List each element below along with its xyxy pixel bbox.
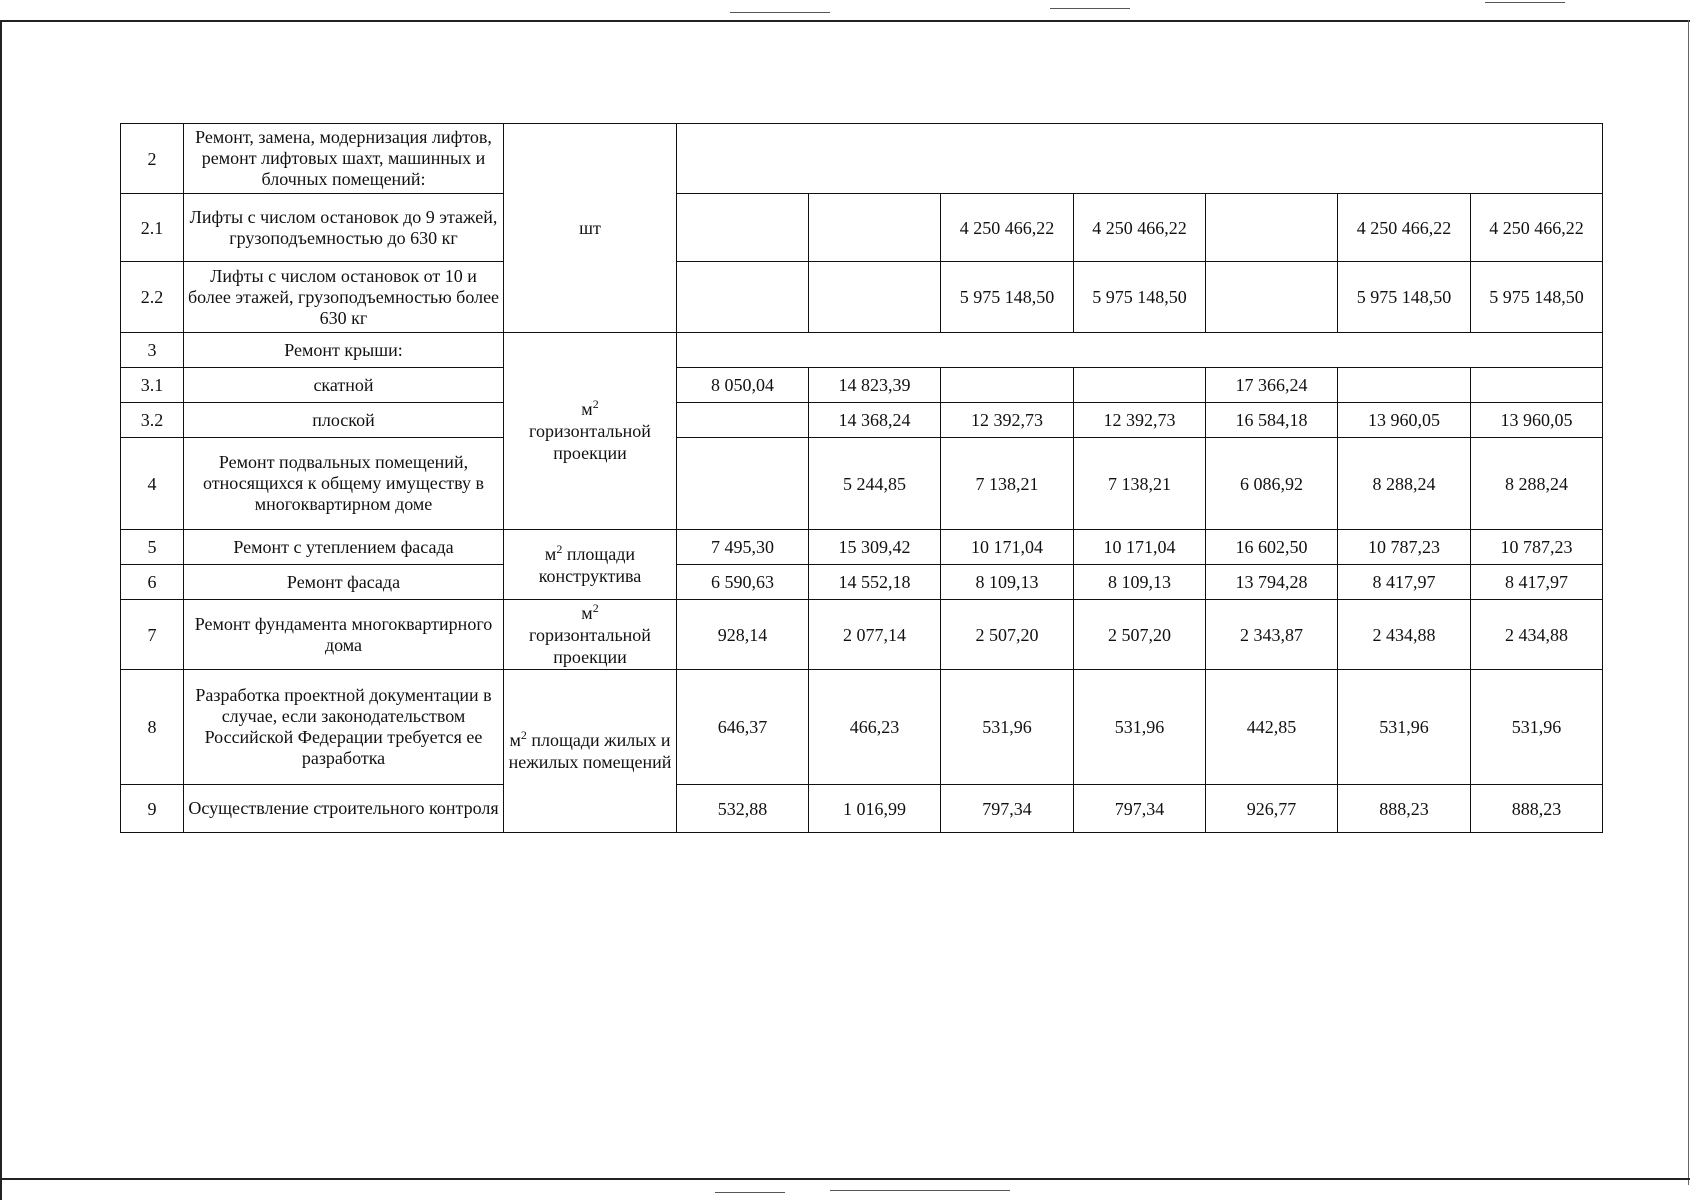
section-blank-cell [677, 124, 1603, 194]
row-number: 7 [121, 600, 184, 670]
scan-mark [715, 1192, 785, 1193]
table-row [121, 333, 1603, 368]
unit-cell [504, 333, 677, 530]
value-cell: 7 495,30 [677, 530, 809, 565]
value-cell: 13 960,05 [1471, 403, 1603, 438]
scan-frame-right [1688, 20, 1689, 1185]
value-cell: 6 590,63 [677, 565, 809, 600]
value-cell: 8 288,24 [1471, 438, 1603, 530]
scan-mark [1050, 8, 1130, 9]
unit-label: площади жилых и нежилых помещений [508, 730, 672, 772]
unit-label: горизонтальной проекции [529, 624, 651, 667]
work-name: Разработка проектной документации в случае, если законодательством Российской Федерации требуется ее разработка [184, 670, 504, 785]
value-cell: 13 960,05 [1338, 403, 1471, 438]
value-cell: 8 109,13 [941, 565, 1074, 600]
value-cell: 888,23 [1338, 785, 1471, 833]
row-number: 6 [121, 565, 184, 600]
value-cell: 10 171,04 [1074, 530, 1206, 565]
value-cell: 8 417,97 [1471, 565, 1603, 600]
value-cell: 1 016,99 [809, 785, 941, 833]
value-cell: 10 787,23 [1338, 530, 1471, 565]
table-row [121, 368, 1603, 403]
value-cell: 4 250 466,22 [941, 194, 1074, 262]
value-cell: 2 507,20 [941, 600, 1074, 670]
work-name: Ремонт, замена, модернизация лифтов, ремонт лифтовых шахт, машинных и блочных помещений: [184, 124, 504, 194]
rates-table [120, 123, 1603, 833]
scan-mark [730, 12, 830, 13]
value-cell: 16 584,18 [1206, 403, 1338, 438]
scan-mark [830, 1190, 1010, 1191]
unit-exponent: 2 [520, 728, 527, 742]
table-row [121, 438, 1603, 530]
value-cell: 5 975 148,50 [1074, 262, 1206, 333]
value-cell [809, 262, 941, 333]
work-name: скатной [184, 368, 504, 403]
value-cell: 12 392,73 [1074, 403, 1206, 438]
row-number: 8 [121, 670, 184, 785]
table-row [121, 670, 1603, 785]
value-cell: 2 343,87 [1206, 600, 1338, 670]
unit-label: площади конструктива [538, 543, 642, 586]
unit-exponent: 2 [592, 600, 599, 615]
unit-cell [504, 124, 677, 333]
value-cell [677, 438, 809, 530]
value-cell: 8 288,24 [1338, 438, 1471, 530]
value-cell [1074, 368, 1206, 403]
value-cell: 8 050,04 [677, 368, 809, 403]
row-number: 3.2 [121, 403, 184, 438]
value-cell [1338, 368, 1471, 403]
scan-frame-left [0, 20, 2, 1200]
value-cell: 888,23 [1471, 785, 1603, 833]
table-row [121, 600, 1603, 670]
work-name: Ремонт фасада [184, 565, 504, 600]
row-number: 2.1 [121, 194, 184, 262]
value-cell: 16 602,50 [1206, 530, 1338, 565]
table-row [121, 262, 1603, 333]
unit-exponent: 2 [592, 397, 599, 411]
value-cell: 4 250 466,22 [1471, 194, 1603, 262]
unit-exponent: 2 [556, 541, 563, 556]
value-cell: 442,85 [1206, 670, 1338, 785]
work-name: Лифты с числом остановок до 9 этажей, грузоподъемностью до 630 кг [184, 194, 504, 262]
unit-label: шт [579, 218, 601, 238]
table-row [121, 124, 1603, 194]
row-number: 4 [121, 438, 184, 530]
row-number: 9 [121, 785, 184, 833]
table-row [121, 530, 1603, 565]
value-cell: 2 077,14 [809, 600, 941, 670]
value-cell: 12 392,73 [941, 403, 1074, 438]
value-cell [1206, 194, 1338, 262]
value-cell: 646,37 [677, 670, 809, 785]
value-cell: 926,77 [1206, 785, 1338, 833]
table-row [121, 403, 1603, 438]
value-cell: 531,96 [1471, 670, 1603, 785]
value-cell: 531,96 [1338, 670, 1471, 785]
unit-label: м [544, 543, 557, 564]
scan-frame-bottom [0, 1178, 1690, 1180]
value-cell [1206, 262, 1338, 333]
table-row [121, 565, 1603, 600]
value-cell [677, 403, 809, 438]
value-cell: 4 250 466,22 [1338, 194, 1471, 262]
work-name: плоской [184, 403, 504, 438]
value-cell: 6 086,92 [1206, 438, 1338, 530]
value-cell: 17 366,24 [1206, 368, 1338, 403]
value-cell [809, 194, 941, 262]
row-number: 3.1 [121, 368, 184, 403]
value-cell: 14 823,39 [809, 368, 941, 403]
row-number: 3 [121, 333, 184, 368]
value-cell: 466,23 [809, 670, 941, 785]
unit-label: м [581, 602, 593, 623]
work-name: Ремонт крыши: [184, 333, 504, 368]
value-cell [677, 194, 809, 262]
unit-label: м [581, 399, 593, 419]
value-cell: 928,14 [677, 600, 809, 670]
value-cell: 14 368,24 [809, 403, 941, 438]
value-cell: 10 787,23 [1471, 530, 1603, 565]
unit-label: м [509, 730, 521, 750]
unit-cell [504, 670, 677, 833]
scan-frame-top [0, 20, 1690, 22]
value-cell: 2 434,88 [1338, 600, 1471, 670]
value-cell: 531,96 [941, 670, 1074, 785]
value-cell: 10 171,04 [941, 530, 1074, 565]
value-cell: 15 309,42 [809, 530, 941, 565]
value-cell: 4 250 466,22 [1074, 194, 1206, 262]
value-cell: 5 975 148,50 [1338, 262, 1471, 333]
row-number: 2 [121, 124, 184, 194]
value-cell: 14 552,18 [809, 565, 941, 600]
row-number: 5 [121, 530, 184, 565]
value-cell: 2 507,20 [1074, 600, 1206, 670]
value-cell: 5 244,85 [809, 438, 941, 530]
table-row [121, 785, 1603, 833]
value-cell: 7 138,21 [1074, 438, 1206, 530]
value-cell: 8 417,97 [1338, 565, 1471, 600]
work-name: Ремонт фундамента многоквартирного дома [184, 600, 504, 670]
table-row [121, 194, 1603, 262]
value-cell: 5 975 148,50 [941, 262, 1074, 333]
value-cell: 13 794,28 [1206, 565, 1338, 600]
work-name: Ремонт с утеплением фасада [184, 530, 504, 565]
value-cell: 5 975 148,50 [1471, 262, 1603, 333]
value-cell [941, 368, 1074, 403]
unit-cell [504, 530, 677, 600]
value-cell: 2 434,88 [1471, 600, 1603, 670]
value-cell: 797,34 [1074, 785, 1206, 833]
value-cell [677, 262, 809, 333]
value-cell [1471, 368, 1603, 403]
value-cell: 8 109,13 [1074, 565, 1206, 600]
section-blank-cell [677, 333, 1603, 368]
value-cell: 532,88 [677, 785, 809, 833]
unit-label: горизонтальной проекции [529, 421, 651, 463]
work-name: Лифты с числом остановок от 10 и более этажей, грузоподъемностью более 630 кг [184, 262, 504, 333]
value-cell: 7 138,21 [941, 438, 1074, 530]
work-name: Ремонт подвальных помещений, относящихся к общему имуществу в многоквартирном доме [184, 438, 504, 530]
value-cell: 531,96 [1074, 670, 1206, 785]
work-name: Осуществление строительного контроля [184, 785, 504, 833]
value-cell: 797,34 [941, 785, 1074, 833]
unit-cell [504, 600, 677, 670]
scan-mark [1485, 2, 1565, 3]
row-number: 2.2 [121, 262, 184, 333]
